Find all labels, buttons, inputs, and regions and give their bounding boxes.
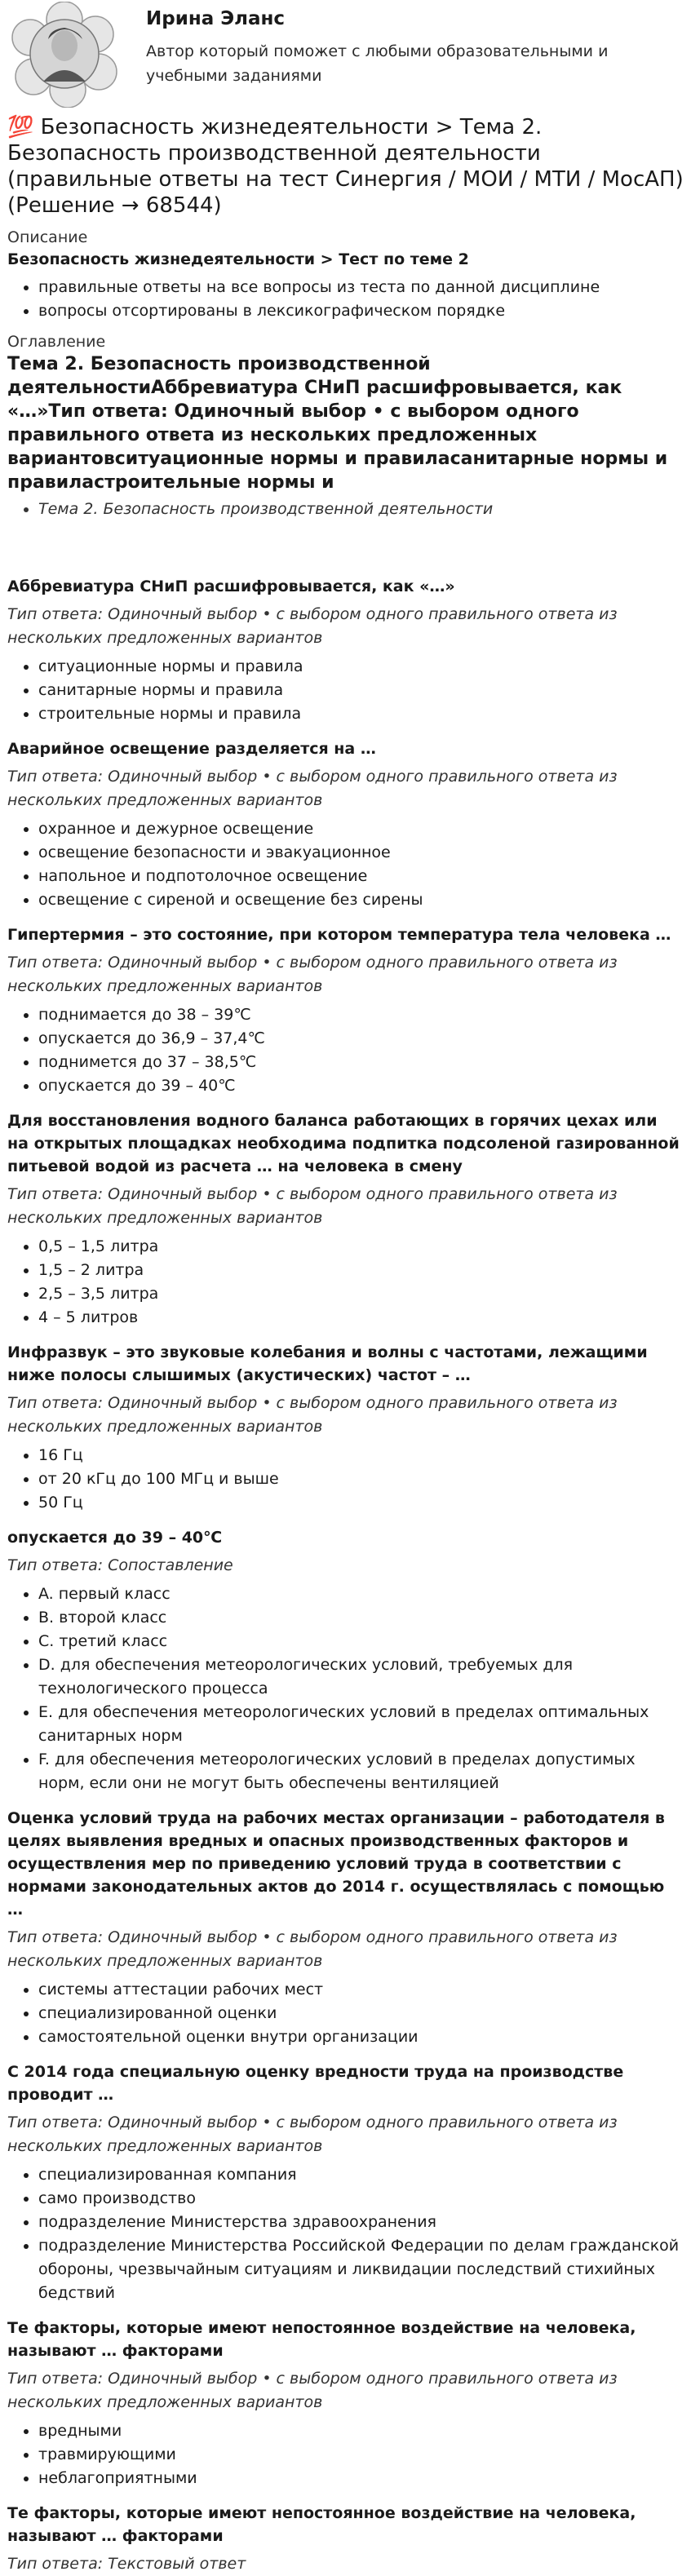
list-item: • вопросы отсортированы в лексикографическом порядке: [38, 299, 684, 323]
question-type: Тип ответа: Одиночный выбор • с выбором одного правильного ответа из нескольких предложенных вариантов: [7, 605, 618, 647]
answer-list: [7, 1444, 684, 1515]
description-label: Описание: [7, 228, 88, 246]
description-subtitle: Безопасность жизнедеятельности > Тест по теме 2: [7, 250, 469, 268]
answer-option: • освещение с сиреной и освещение без сирены: [38, 888, 684, 912]
question-type: Тип ответа: Одиночный выбор • с выбором одного правильного ответа из нескольких предложенных вариантов: [7, 1394, 618, 1436]
toc-section: [7, 331, 684, 521]
author-info: [146, 2, 636, 88]
question-title: Те факторы, которые имеют непостоянное воздействие на человека, называют … факторами: [7, 2319, 636, 2360]
question-type: Тип ответа: Одиночный выбор • с выбором одного правильного ответа из нескольких предложенных вариантов: [7, 1928, 618, 1970]
answer-option: • B. второй класс: [38, 1606, 684, 1630]
answer-option: • охранное и дежурное освещение: [38, 817, 684, 841]
question-type: Тип ответа: Текстовый ответ: [7, 2555, 246, 2573]
question-title: Гипертермия – это состояние, при котором температура тела человека …: [7, 926, 671, 944]
question-5: [7, 1341, 684, 1515]
answer-list: [7, 2419, 684, 2490]
answer-option: • D. для обеспечения метеорологических условий, требуемых для технологического процесса: [38, 1653, 684, 1701]
answer-option: • F. для обеспечения метеорологических условий в пределах допустимых норм, если они не могут быть обеспечены вентиляцией: [38, 1748, 684, 1795]
answer-option: • подразделение Министерства здравоохранения: [38, 2211, 684, 2234]
question-7: [7, 1807, 684, 2049]
question-type: Тип ответа: Сопоставление: [7, 1556, 233, 1574]
question-10: [7, 2502, 684, 2576]
question-type: Тип ответа: Одиночный выбор • с выбором одного правильного ответа из нескольких предложенных вариантов: [7, 2370, 618, 2411]
answer-list: [7, 655, 684, 726]
answer-option: • травмирующими: [38, 2443, 684, 2467]
answer-option: • 2,5 – 3,5 литра: [38, 1282, 684, 1306]
answer-option: • E. для обеспечения метеорологических условий в пределах оптимальных санитарных норм: [38, 1701, 684, 1748]
answer-option: • напольное и подпотолочное освещение: [38, 865, 684, 888]
answer-list: [7, 817, 684, 912]
question-8: [7, 2060, 684, 2305]
question-1: [7, 575, 684, 726]
question-type: Тип ответа: Одиночный выбор • с выбором одного правильного ответа из нескольких предложенных вариантов: [7, 768, 618, 809]
question-title: Те факторы, которые имеют непостоянное воздействие на человека, называют … факторами: [7, 2504, 636, 2545]
answer-option: • само производство: [38, 2187, 684, 2211]
toc-title: Тема 2. Безопасность производственной деятельностиАббревиатура СНиП расшифровывается, как «…»Тип ответа: Одиночный выбор • с выбором одного правильного ответа из нескольких предложенных вариантовситуационные нормы и правиласанитарные нормы и правиластроительные нормы и: [7, 354, 668, 493]
page-title: 💯 Безопасность жизнедеятельности > Тема 2. Безопасность производственной деятельности (правильные ответы на тест Синергия / МОИ / МТИ / МосАП) (Решение → 68544): [7, 115, 684, 218]
answer-option: • специализированная компания: [38, 2163, 684, 2187]
avatar-flower-frame-icon: [7, 2, 122, 108]
answer-option: • ситуационные нормы и правила: [38, 655, 684, 679]
toc-list: [7, 498, 684, 521]
answer-option: • освещение безопасности и эвакуационное: [38, 841, 684, 865]
question-title: Оценка условий труда на рабочих местах организации – работодателя в целях выявления вредных и опасных производственных факторов и осуществления мер по приведению условий труда в соответствии с нормами законодательных актов до 2014 г. осуществлялась с помощью …: [7, 1809, 665, 1919]
author-description: Автор который поможет с любыми образовательными и учебными заданиями: [146, 42, 609, 85]
question-type: Тип ответа: Одиночный выбор • с выбором одного правильного ответа из нескольких предложенных вариантов: [7, 1185, 618, 1227]
author-name[interactable]: Ирина Эланс: [146, 8, 286, 29]
answer-option: • санитарные нормы и правила: [38, 679, 684, 702]
answer-option: • поднимется до 37 – 38,5℃: [38, 1051, 684, 1074]
answer-list: [7, 1582, 684, 1795]
answer-option: • строительные нормы и правила: [38, 702, 684, 726]
question-6: [7, 1526, 684, 1795]
answer-option: • A. первый класс: [38, 1582, 684, 1606]
question-2: [7, 737, 684, 912]
question-3: [7, 923, 684, 1098]
answer-list: [7, 1003, 684, 1098]
answer-option: • подразделение Министерства Российской Федерации по делам гражданской обороны, чрезвычайным ситуациям и ликвидации последствий стихийных бедствий: [38, 2234, 684, 2305]
question-4: [7, 1109, 684, 1330]
question-9: [7, 2317, 684, 2490]
question-title: Инфразвук – это звуковые колебания и волны с частотами, лежащими ниже полосы слышимых (акустических) частот – …: [7, 1343, 648, 1384]
answer-option: • 4 – 5 литров: [38, 1306, 684, 1330]
answer-option: • самостоятельной оценки внутри организации: [38, 2025, 684, 2049]
answer-option: • системы аттестации рабочих мест: [38, 1978, 684, 2002]
answer-list: [7, 1235, 684, 1330]
question-type: Тип ответа: Одиночный выбор • с выбором одного правильного ответа из нескольких предложенных вариантов: [7, 954, 618, 995]
question-title: Аварийное освещение разделяется на …: [7, 740, 376, 758]
toc-label: Оглавление: [7, 333, 106, 351]
answer-option: • C. третий класс: [38, 1630, 684, 1653]
question-type: Тип ответа: Одиночный выбор • с выбором одного правильного ответа из нескольких предложенных вариантов: [7, 2113, 618, 2155]
toc-link[interactable]: • Тема 2. Безопасность производственной деятельности: [38, 498, 684, 521]
answer-option: • опускается до 36,9 – 37,4℃: [38, 1027, 684, 1051]
description-section: [7, 227, 684, 323]
list-item: • правильные ответы на все вопросы из теста по данной дисциплине: [38, 276, 684, 299]
answer-list: [7, 1978, 684, 2049]
answer-option: • 50 Гц: [38, 1491, 684, 1515]
answer-option: • 1,5 – 2 литра: [38, 1259, 684, 1282]
description-list: [7, 276, 684, 323]
question-title: С 2014 года специальную оценку вредности труда на производстве проводит …: [7, 2063, 624, 2104]
answer-option: • специализированной оценки: [38, 2002, 684, 2025]
answer-option: • опускается до 39 – 40℃: [38, 1074, 684, 1098]
question-title: опускается до 39 – 40℃: [7, 1529, 223, 1547]
question-title: Аббревиатура СНиП расшифровывается, как «…»: [7, 578, 455, 595]
answer-option: • 0,5 – 1,5 литра: [38, 1235, 684, 1259]
answer-option: • 16 Гц: [38, 1444, 684, 1467]
author-card: [7, 0, 684, 113]
question-title: Для восстановления водного баланса работающих в горячих цехах или на открытых площадках необходима подпитка подсоленой газированной питьевой водой из расчета … на человека в смену: [7, 1112, 680, 1175]
author-avatar[interactable]: [7, 2, 122, 108]
answer-option: • вредными: [38, 2419, 684, 2443]
answer-list: [7, 2163, 684, 2305]
answer-option: • поднимается до 38 – 39℃: [38, 1003, 684, 1027]
answer-option: • от 20 кГц до 100 МГц и выше: [38, 1467, 684, 1491]
answer-option: • неблагоприятными: [38, 2467, 684, 2490]
